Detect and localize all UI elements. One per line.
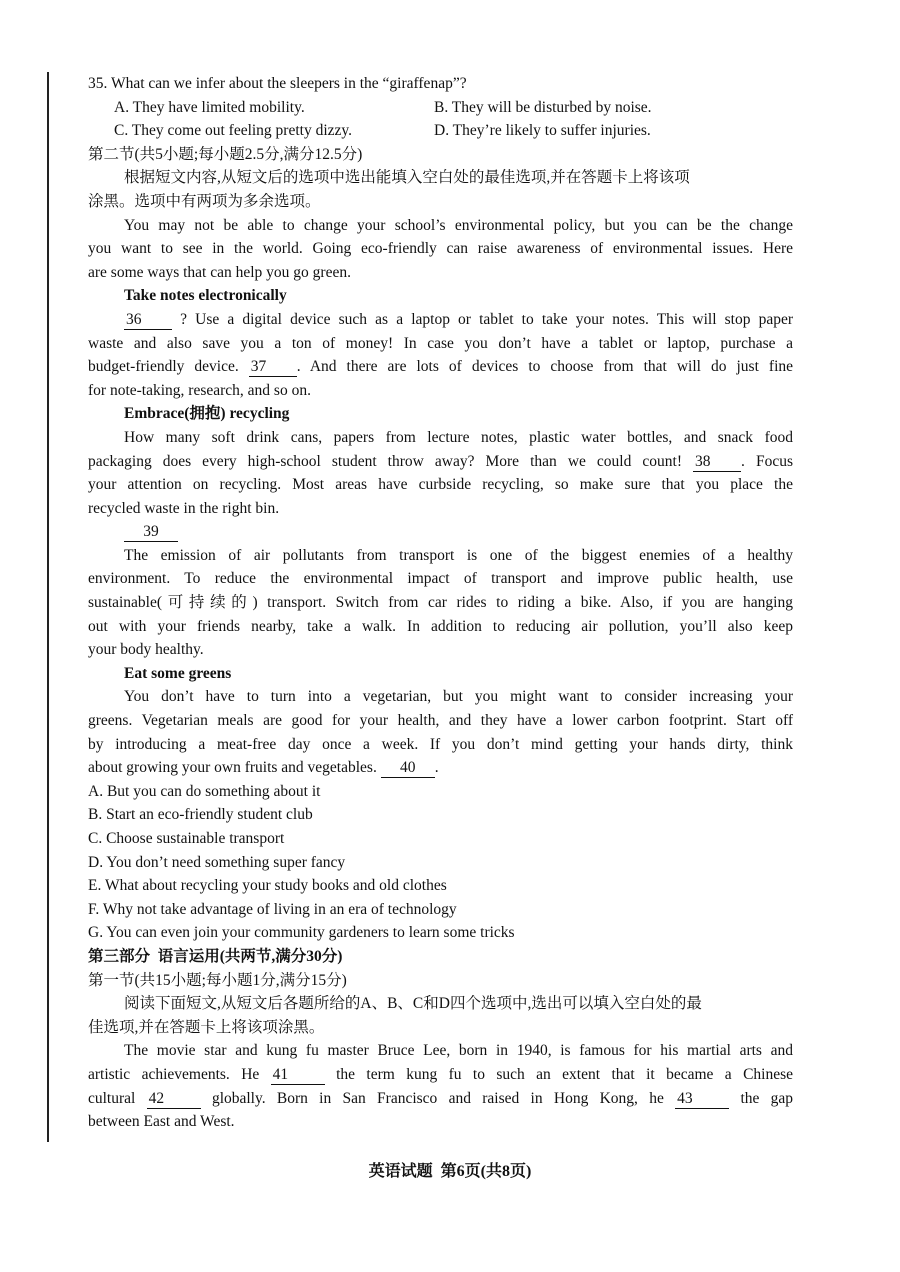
passage-line: for note-taking, research, and so on. <box>88 381 311 399</box>
passage-text: globally. Born in San Francisco and raised in Hong Kong, he <box>211 1089 664 1107</box>
part-3-section-1-heading: 第一节(共15小题;每小题1分,满分15分) <box>88 971 347 989</box>
page-footer: 英语试题 第6页(共8页) <box>368 1163 532 1180</box>
passage-text: cultural <box>88 1089 136 1107</box>
blank-39-heading <box>88 520 793 544</box>
question-35-options-row-1 <box>88 96 793 120</box>
passage-text: . And there are lots of devices to choose from that will do just fine <box>296 358 794 376</box>
passage-line-40 <box>88 756 793 780</box>
option-a: A. They have limited mobility. <box>114 98 305 116</box>
choice-option: E. What about recycling your study books and old clothes <box>88 877 447 895</box>
subheading-embrace-recycling: Embrace(拥抱) recycling <box>124 405 290 423</box>
blank-37: 37 <box>249 358 297 377</box>
choice-option: F. Why not take advantage of living in an era of technology <box>88 900 457 918</box>
passage-line-37 <box>88 355 793 379</box>
choice-option: B. Start an eco-friendly student club <box>88 806 313 824</box>
subheading-eat-greens: Eat some greens <box>124 664 232 682</box>
passage-line: recycled waste in the right bin. <box>88 499 280 517</box>
passage-line: between East and West. <box>88 1113 235 1131</box>
passage-text: artistic achievements. He <box>88 1065 260 1083</box>
question-35-options-row-2 <box>88 119 793 143</box>
passage-line-41 <box>88 1063 793 1087</box>
passage-line: your body healthy. <box>88 641 204 659</box>
passage-line: out with your friends nearby, take a walk. In addition to reducing air pollution, you’ll also keep <box>88 617 793 635</box>
binding-margin-line <box>47 72 49 1142</box>
part-3-heading: 第三部分 语言运用(共两节,满分30分) <box>88 947 343 965</box>
option-b: B. They will be disturbed by noise. <box>434 98 652 116</box>
passage-text: the term kung fu to such an extent that it became a Chinese <box>336 1065 794 1083</box>
choice-option: A. But you can do something about it <box>88 782 321 800</box>
passage-text: the gap <box>740 1089 794 1107</box>
passage-text: about growing your own fruits and vegetables. <box>88 759 377 777</box>
passage-line: waste and also save you a ton of money! In case you don’t have a tablet or laptop, purchase a <box>88 334 793 352</box>
exam-page-content <box>88 72 793 1134</box>
passage-text: ? Use a digital device such as a laptop or tablet to take your notes. This will stop paper <box>180 310 793 328</box>
passage-line-42-43 <box>88 1087 793 1111</box>
part-3-instruction-cont: 佳选项,并在答题卡上将该项涂黑。 <box>88 1018 325 1036</box>
option-d: D. They’re likely to suffer injuries. <box>434 122 651 140</box>
section-2-heading: 第二节(共5小题;每小题2.5分,满分12.5分) <box>88 145 363 163</box>
passage-line: The movie star and kung fu master Bruce Lee, born in 1940, is famous for his martial arts and <box>124 1042 793 1060</box>
passage-line: You may not be able to change your school’s environmental policy, but you can be the change <box>124 216 793 234</box>
question-35-stem: 35. What can we infer about the sleepers in the “giraffenap”? <box>88 75 467 92</box>
blank-38: 38 <box>693 453 741 472</box>
passage-line: The emission of air pollutants from transport is one of the biggest enemies of a healthy <box>124 546 793 564</box>
blank-43: 43 <box>675 1090 729 1109</box>
passage-line: are some ways that can help you go green. <box>88 263 351 281</box>
blank-41: 41 <box>271 1066 325 1085</box>
blank-40: 40 <box>381 759 435 778</box>
subheading-take-notes: Take notes electronically <box>124 287 287 305</box>
blank-36: 36 <box>124 311 172 330</box>
passage-text: . Focus <box>741 452 793 470</box>
passage-line: greens. Vegetarian meals are good for your health, and they have a lower carbon footprint. Start off <box>88 712 793 730</box>
passage-line: You don’t have to turn into a vegetarian, but you might want to consider increasing your <box>124 688 793 706</box>
option-c: C. They come out feeling pretty dizzy. <box>114 122 353 140</box>
blank-39: 39 <box>124 523 178 542</box>
choice-option: G. You can even join your community gardeners to learn some tricks <box>88 924 515 942</box>
passage-line: environment. To reduce the environmental impact of transport and improve public health, use <box>88 570 793 588</box>
passage-text: . <box>434 759 439 777</box>
passage-line-36 <box>88 308 793 332</box>
passage-text: packaging does every high-school student throw away? More than we could count! <box>88 452 682 470</box>
passage-line-38 <box>88 450 793 474</box>
passage-text: budget-friendly device. <box>88 358 239 376</box>
passage-line: your attention on recycling. Most areas have curbside recycling, so make sure that you place the <box>88 476 793 494</box>
section-2-instruction: 根据短文内容,从短文后的选项中选出能填入空白处的最佳选项,并在答题卡上将该项 <box>124 169 690 187</box>
section-2-instruction-cont: 涂黑。选项中有两项为多余选项。 <box>88 192 321 210</box>
passage-line: How many soft drink cans, papers from lecture notes, plastic water bottles, and snack food <box>124 428 793 446</box>
passage-line: sustainable(可持续的) transport. Switch from car rides to riding a bike. Also, if you are hanging <box>88 594 793 612</box>
passage-line: you want to see in the world. Going eco-friendly can raise awareness of environmental issues. Here <box>88 240 793 258</box>
passage-line: by introducing a meat-free day once a week. If you don’t mind getting your hands dirty, think <box>88 735 793 753</box>
choice-option: C. Choose sustainable transport <box>88 830 285 847</box>
part-3-instruction: 阅读下面短文,从短文后各题所给的A、B、C和D四个选项中,选出可以填入空白处的最 <box>124 995 702 1013</box>
choice-option: D. You don’t need something super fancy <box>88 853 346 871</box>
blank-42: 42 <box>147 1090 201 1109</box>
